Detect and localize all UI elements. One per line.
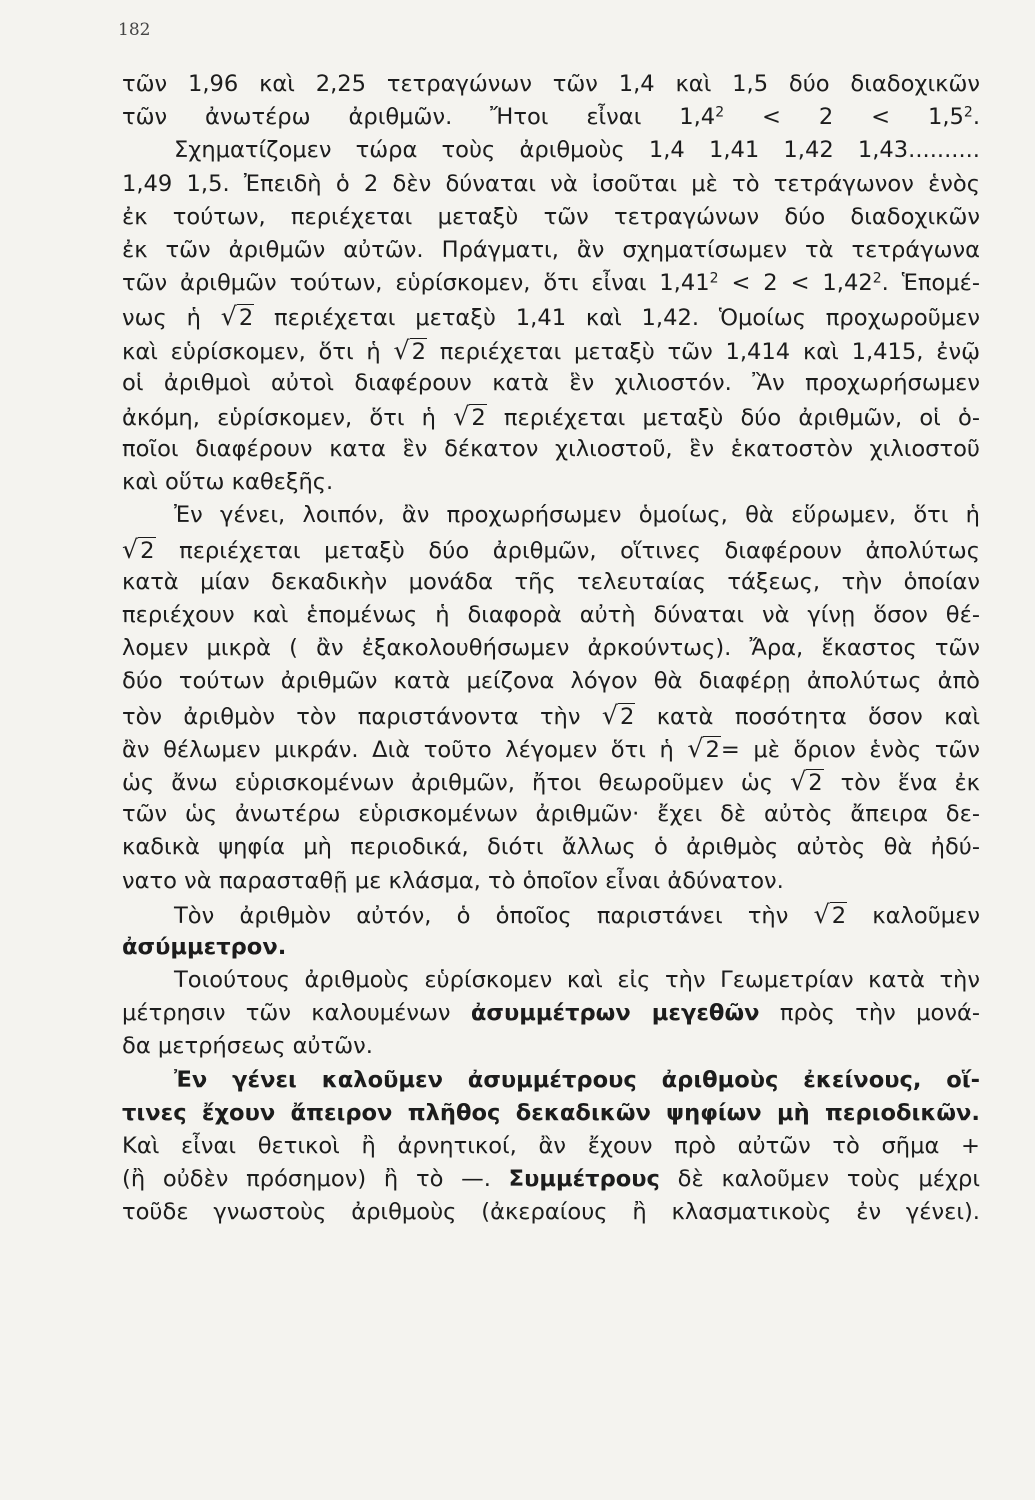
radical-sign-icon: √ — [453, 401, 470, 431]
text-line — [122, 665, 980, 698]
text-line — [122, 1163, 980, 1196]
square-root-symbol — [453, 400, 487, 433]
text-line — [122, 466, 980, 499]
text-line — [122, 632, 980, 665]
line-text: περιέχεται μεταξὺ δύο ἀριθμῶν, οἱ ὁ- — [486, 404, 980, 431]
exponent: 2 — [963, 104, 973, 121]
exponent: 2 — [872, 270, 882, 287]
text-line — [122, 1196, 980, 1229]
line-text: οἱ ἀριθμοὶ αὐτοὶ διαφέρουν κατὰ ἓν χιλιοστόν. Ἂν προχωρήσωμεν — [122, 369, 980, 396]
line-text: ποῖοι διαφέρουν κατα ἓν δέκατον χιλιοστοῦ, ἓν ἑκατοστὸν χιλιοστοῦ — [122, 436, 980, 463]
line-text: καλοῦμεν — [847, 902, 980, 929]
line-text: κατὰ ποσότητα ὅσον καὶ — [635, 703, 980, 730]
page-number: 182 — [118, 20, 151, 40]
text-line — [122, 831, 980, 864]
line-text: δὲ καλοῦμεν τοὺς μέχρι — [659, 1166, 980, 1193]
line-text: περιέχεται μεταξὺ δύο ἀριθμῶν, οἵτινες διαφέρουν ἀπολύτως — [155, 537, 980, 564]
line-text: λομεν μικρὰ ( ἂν ἐξακολουθήσωμεν ἀρκούντως). Ἄρα, ἕκαστος τῶν — [122, 635, 980, 662]
line-text: δα μετρήσεως αὐτῶν. — [122, 1033, 373, 1060]
line-text: δύο τούτων ἀριθμῶν κατὰ μείζονα λόγον θὰ διαφέρῃ ἀπολύτως ἀπὸ — [122, 668, 980, 695]
line-text: περιέχουν καὶ ἑπομένως ἡ διαφορὰ αὐτὴ δύναται νὰ γίνῃ ὅσον θέ- — [122, 602, 980, 628]
text-line — [122, 234, 980, 267]
bold-text: ἀσύμμετρον. — [122, 933, 287, 960]
text-line — [122, 1097, 980, 1130]
line-text: τῶν 1,96 καὶ 2,25 τετραγώνων τῶν 1,4 καὶ 1,5 δύο διαδοχικῶν — [122, 71, 980, 97]
line-text: Τοιούτους ἀριθμοὺς εὑρίσκομεν καὶ εἰς τὴν Γεωμετρίαν κατὰ τὴν — [174, 967, 980, 994]
line-text: (ἢ οὐδὲν πρόσημον) ἢ τὸ —. — [122, 1166, 509, 1193]
text-line — [122, 898, 980, 931]
text-line — [122, 1064, 980, 1097]
line-text: μέτρησιν τῶν καλουμένων — [122, 1000, 471, 1027]
square-root-symbol — [687, 732, 721, 765]
line-text: ἐκ τῶν ἀριθμῶν αὐτῶν. Πράγματι, ἂν σχηματίσωμεν τὰ τετράγωνα — [122, 236, 980, 263]
page-body — [122, 68, 980, 1230]
text-line — [122, 101, 980, 134]
line-text: ἐκ τούτων, περιέχεται μεταξὺ τῶν τετραγώνων δύο διαδοχικῶν — [122, 203, 980, 230]
square-root-symbol — [122, 533, 156, 566]
line-text: κατὰ μίαν δεκαδικὴν μονάδα τῆς τελευταίας τάξεως, τὴν ὁποίαν — [122, 568, 980, 595]
line-text: νατο νὰ παρασταθῇ με κλάσμα, τὸ ὁποῖον εἶναι ἀδύνατον. — [122, 867, 784, 894]
text-line — [122, 865, 980, 898]
line-text: Ἐν γένει, λοιπόν, ἂν προχωρήσωμεν ὁμοίως, θὰ εὕρωμεν, ὅτι ἡ — [174, 502, 980, 529]
line-text: < 2 < 1,5 — [724, 104, 964, 131]
radicand: 2 — [411, 338, 427, 365]
line-text: καὶ εὑρίσκομεν, ὅτι ἡ — [122, 338, 394, 365]
square-root-symbol — [814, 898, 848, 931]
radical-sign-icon: √ — [393, 335, 410, 365]
text-line — [122, 1130, 980, 1163]
line-text: τῶν ὡς ἀνωτέρω εὑρισκομένων ἀριθμῶν· ἔχει δὲ αὐτὸς ἄπειρα δε- — [122, 801, 980, 828]
text-line — [122, 400, 980, 433]
line-text: τῶν ἀριθμῶν τούτων, εὑρίσκομεν, ὅτι εἶναι 1,41 — [122, 270, 710, 297]
text-line — [122, 334, 980, 367]
text-line — [122, 533, 980, 566]
bold-text: Ἐν γένει καλοῦμεν ἀσυμμέτρους ἀριθμοὺς ἐκείνους, οἵ- — [174, 1066, 980, 1093]
radicand: 2 — [471, 404, 486, 431]
line-text: νως ἡ — [122, 305, 221, 332]
exponent: 2 — [715, 104, 725, 121]
text-line — [122, 765, 980, 798]
line-text: περιέχεται μεταξὺ 1,41 καὶ 1,42. Ὁμοίως προχωροῦμεν — [254, 305, 980, 332]
radicand: 2 — [140, 537, 155, 564]
radicand: 2 — [238, 305, 254, 332]
text-line — [122, 997, 980, 1030]
radical-sign-icon: √ — [687, 733, 704, 763]
radical-sign-icon: √ — [601, 700, 618, 730]
text-line — [122, 732, 980, 765]
text-line — [122, 931, 980, 964]
radical-sign-icon: √ — [790, 766, 807, 796]
line-text: = μὲ ὅριον ἑνὸς τῶν — [720, 736, 980, 763]
line-text: τὸν ἕνα ἐκ — [823, 769, 980, 796]
line-text: . — [972, 104, 980, 131]
text-line — [122, 134, 980, 167]
text-line — [122, 566, 980, 599]
line-text: ὡς ἄνω εὑρισκομένων ἀριθμῶν, ἤτοι θεωροῦμεν ὡς — [122, 769, 791, 796]
line-text: καὶ οὕτω καθεξῆς. — [122, 469, 334, 496]
line-text: καδικὰ ψηφία μὴ περιοδικά, διότι ἄλλως ὁ ἀριθμὸς αὐτὸς θὰ ἠδύ- — [122, 834, 980, 861]
line-text: τῶν ἀνωτέρω ἀριθμῶν. Ἤτοι εἶναι 1,4 — [122, 104, 716, 131]
line-text: 1,49 1,5. Ἐπειδὴ ὁ 2 δὲν δύναται νὰ ἰσοῦται μὲ τὸ τετράγωνον ἑνὸς — [122, 170, 980, 197]
text-line — [122, 267, 980, 300]
line-text: Τὸν ἀριθμὸν αὐτόν, ὁ ὁποῖος παριστάνει τὴν — [174, 902, 814, 929]
radicand: 2 — [620, 703, 635, 730]
square-root-symbol — [394, 334, 428, 367]
square-root-symbol — [790, 765, 824, 798]
bold-text: Συμμέτρους — [508, 1166, 660, 1193]
radical-sign-icon: √ — [220, 302, 237, 332]
radicand: 2 — [831, 902, 847, 929]
line-text: Σχηματίζομεν τώρα τοὺς ἀριθμοὺς 1,4 1,41 1,42 1,43.......... — [174, 137, 980, 164]
text-line — [122, 699, 980, 732]
line-text: . Ἑπομέ- — [881, 270, 980, 297]
text-line — [122, 798, 980, 831]
text-line — [122, 964, 980, 997]
bold-text: τινες ἔχουν ἄπειρον πλῆθος δεκαδικῶν ψηφίων μὴ περιοδικῶν. — [122, 1099, 980, 1126]
line-text: ἀκόμη, εὑρίσκομεν, ὅτι ἡ — [122, 404, 454, 431]
square-root-symbol — [602, 699, 636, 732]
line-text: περιέχεται μεταξὺ τῶν 1,414 καὶ 1,415, ἐνῷ — [427, 338, 980, 365]
text-line — [122, 433, 980, 466]
line-text: πρὸς τὴν μονά- — [759, 1000, 980, 1027]
text-line — [122, 1030, 980, 1063]
line-text: τὸν ἀριθμὸν τὸν παριστάνοντα τὴν — [122, 703, 602, 730]
exponent: 2 — [709, 270, 719, 287]
radicand: 2 — [808, 769, 823, 796]
text-line — [122, 499, 980, 532]
square-root-symbol — [221, 300, 255, 333]
text-line — [122, 367, 980, 400]
text-line — [122, 300, 980, 333]
text-line — [122, 168, 980, 201]
line-text: < 2 < 1,42 — [718, 270, 873, 297]
line-text: τοῦδε γνωστοὺς ἀριθμοὺς (ἀκεραίους ἢ κλασματικοὺς ἐν γένει). — [122, 1199, 980, 1226]
text-line — [122, 599, 980, 632]
text-line — [122, 201, 980, 234]
text-line — [122, 68, 980, 101]
line-text: ἂν θέλωμεν μικράν. Διὰ τοῦτο λέγομεν ὅτι ἡ — [122, 736, 688, 763]
radicand: 2 — [705, 736, 720, 763]
bold-text: ἀσυμμέτρων μεγεθῶν — [470, 1000, 760, 1027]
radical-sign-icon: √ — [122, 534, 139, 564]
radical-sign-icon: √ — [813, 899, 830, 929]
line-text: Καὶ εἶναι θετικοὶ ἢ ἀρνητικοί, ἂν ἔχουν πρὸ αὐτῶν τὸ σῆμα + — [122, 1133, 980, 1159]
